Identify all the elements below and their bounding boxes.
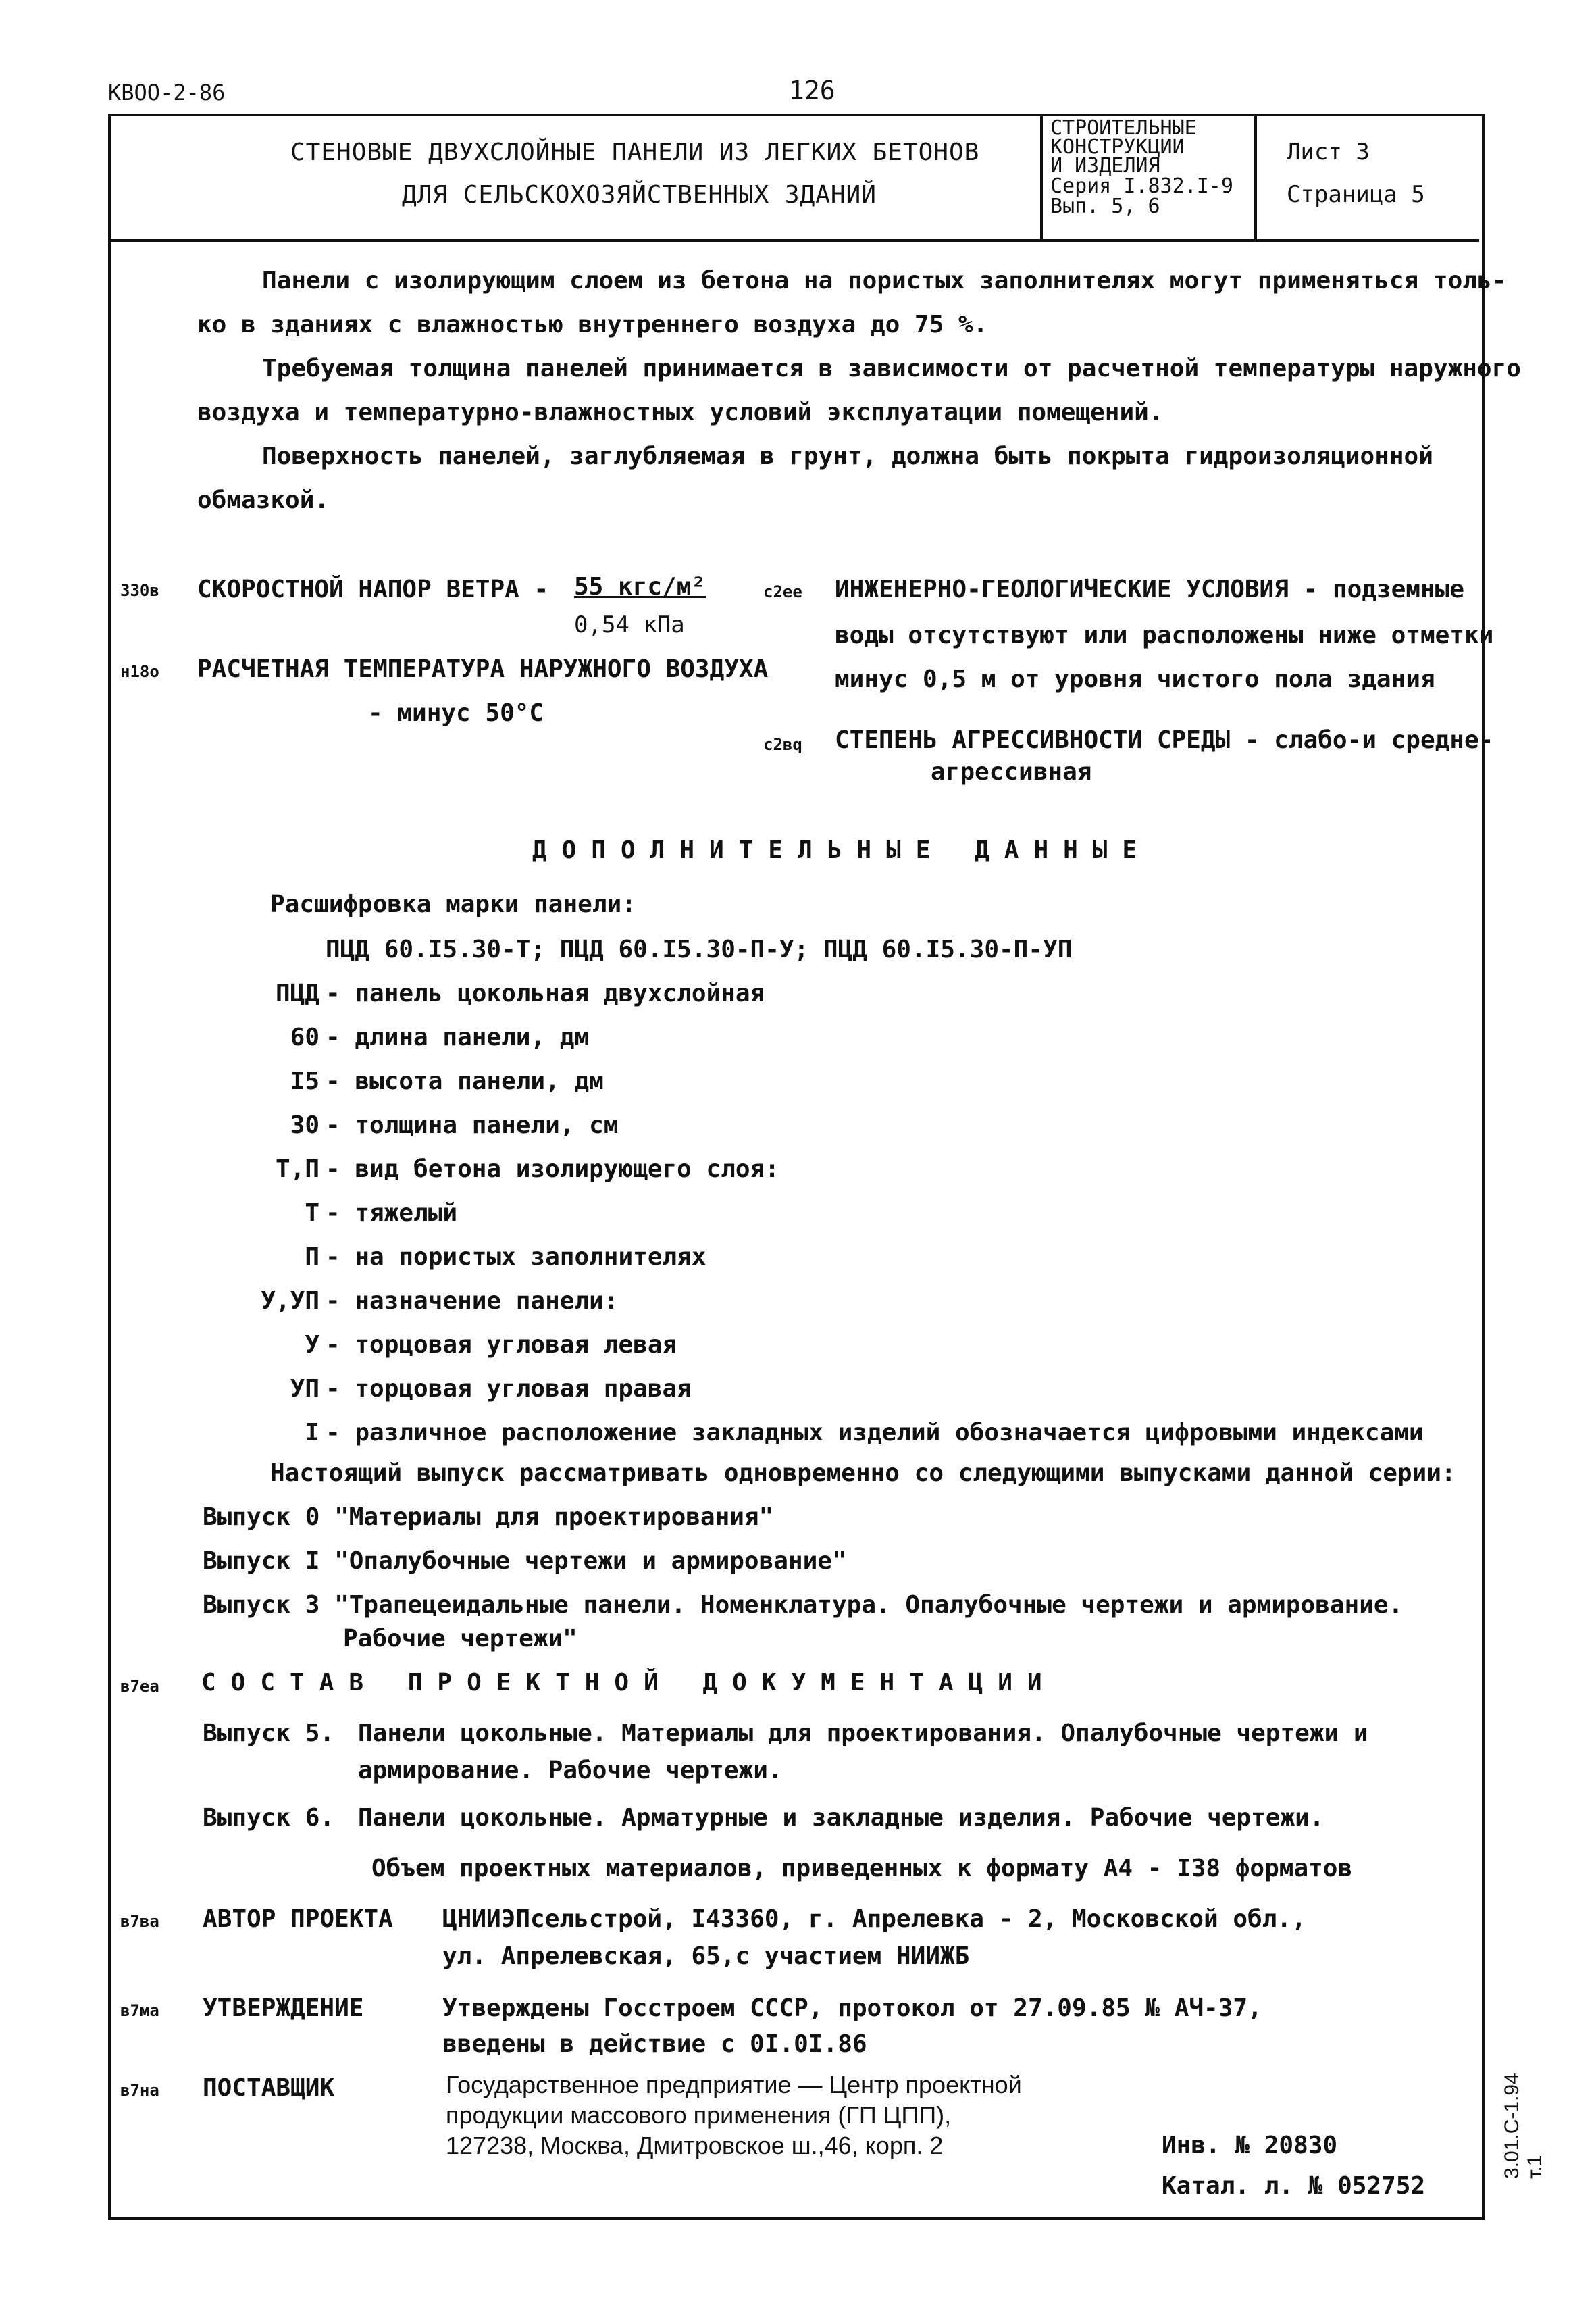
geo-conditions: минус 0,5 м от уровня чистого пола здания bbox=[835, 665, 1435, 693]
inventory-number: Инв. № 20830 bbox=[1162, 2132, 1338, 2159]
decode-value: - различное расположение закладных изделий обозначается цифровыми индексами bbox=[326, 1419, 1424, 1447]
title-block-divider bbox=[1254, 114, 1257, 239]
corner-code: KBOO-2-86 bbox=[108, 80, 226, 105]
approval-text: введены в действие с 0I.0I.86 bbox=[442, 2030, 867, 2058]
related-issue: Выпуск I "Опалубочные чертежи и армирование" bbox=[203, 1547, 847, 1575]
intro-paragraph: обмазкой. bbox=[197, 486, 330, 514]
decode-value: - тяжелый bbox=[326, 1199, 458, 1227]
supplier-label: ПОСТАВЩИК bbox=[203, 2074, 335, 2102]
decode-key: У bbox=[305, 1331, 319, 1359]
side-stamp: 3.01.С-1.94 т.1 bbox=[1501, 2073, 1546, 2179]
related-issue: Выпуск 0 "Материалы для проектирования" bbox=[203, 1503, 774, 1531]
document-title-line2: ДЛЯ СЕЛЬСКОХОЗЯЙСТВЕННЫХ ЗДАНИЙ bbox=[402, 181, 877, 209]
decode-key: П bbox=[305, 1243, 319, 1271]
category-line1: СТРОИТЕЛЬНЫЕ bbox=[1050, 116, 1197, 140]
section-heading-additional: ДОПОЛНИТЕЛЬНЫЕ ДАННЫЕ bbox=[532, 836, 1152, 864]
decode-key: I5 bbox=[290, 1067, 319, 1095]
wind-value-kpa: 0,54 кПа bbox=[574, 611, 685, 638]
series-number: Серия I.832.I-9 bbox=[1050, 174, 1233, 198]
sheet-number: Лист 3 bbox=[1287, 139, 1370, 166]
decode-value: - длина панели, дм bbox=[326, 1024, 590, 1051]
geo-code: с2ее bbox=[763, 582, 802, 601]
intro-paragraph: Панели с изолирующим слоем из бетона на пористых заполнителях могут применяться толь- bbox=[262, 267, 1507, 295]
geo-conditions: ИНЖЕНЕРНО-ГЕОЛОГИЧЕСКИЕ УСЛОВИЯ - подземные bbox=[835, 576, 1464, 603]
decode-key: Т,П bbox=[275, 1155, 319, 1183]
intro-paragraph: воздуха и температурно-влажностных условий эксплуатации помещений. bbox=[197, 399, 1164, 426]
composition-code: в7еа bbox=[120, 1677, 159, 1696]
issue6-label: Выпуск 6. bbox=[203, 1804, 335, 1832]
issue6-text: Панели цокольные. Арматурные и закладные изделия. Рабочие чертежи. bbox=[358, 1804, 1324, 1832]
aggressiveness: агрессивная bbox=[931, 758, 1092, 786]
wind-label: СКОРОСТНОЙ НАПОР ВЕТРА - bbox=[197, 576, 549, 603]
title-block bbox=[108, 114, 1479, 242]
decode-value: - вид бетона изолирующего слоя: bbox=[326, 1155, 779, 1183]
author-text: ЦНИИЭПсельстрой, I43360, г. Апрелевка - 2, Московской обл., bbox=[442, 1905, 1306, 1933]
approval-code: в7ма bbox=[120, 2001, 159, 2020]
volume-note: Объем проектных материалов, приведенных к формату А4 - I38 форматов bbox=[371, 1855, 1353, 1882]
author-label: АВТОР ПРОЕКТА bbox=[203, 1905, 393, 1933]
category-line3: И ИЗДЕЛИЯ bbox=[1050, 154, 1160, 178]
page-label: Страница 5 bbox=[1287, 181, 1425, 208]
panel-marks: ПЦД 60.I5.30-Т; ПЦД 60.I5.30-П-У; ПЦД 60.I5.30-П-УП bbox=[326, 936, 1073, 963]
section-heading-composition: СОСТАВ ПРОЕКТНОЙ ДОКУМЕНТАЦИИ bbox=[201, 1669, 1057, 1696]
decode-key: ПЦД bbox=[275, 980, 319, 1007]
related-issue: Рабочие чертежи" bbox=[343, 1625, 577, 1653]
decode-value: - торцовая угловая правая bbox=[326, 1375, 692, 1403]
page-number: 126 bbox=[789, 76, 835, 105]
author-text: ул. Апрелевская, 65,с участием НИИЖБ bbox=[442, 1942, 970, 1970]
decode-key: I bbox=[305, 1419, 319, 1447]
author-code: в7ва bbox=[120, 1912, 159, 1931]
decode-key: УП bbox=[290, 1375, 319, 1403]
intro-paragraph: ко в зданиях с влажностью внутреннего воздуха до 75 %. bbox=[197, 311, 988, 338]
decode-value: - панель цокольная двухслойная bbox=[326, 980, 765, 1007]
decode-value: - на пористых заполнителях bbox=[326, 1243, 706, 1271]
approval-label: УТВЕРЖДЕНИЕ bbox=[203, 1994, 364, 2022]
document-title-line1: СТЕНОВЫЕ ДВУХСЛОЙНЫЕ ПАНЕЛИ ИЗ ЛЕГКИХ БЕТОНОВ bbox=[290, 139, 980, 166]
decode-value: - торцовая угловая левая bbox=[326, 1331, 677, 1359]
decode-key: 60 bbox=[290, 1024, 319, 1051]
decode-value: - толщина панели, см bbox=[326, 1111, 619, 1139]
aggr-code: с2вq bbox=[763, 735, 802, 754]
decode-key: 30 bbox=[290, 1111, 319, 1139]
decode-title: Расшифровка марки панели: bbox=[270, 890, 636, 918]
decode-key: Т bbox=[305, 1199, 319, 1227]
category-line2: КОНСТРУКЦИИ bbox=[1050, 135, 1185, 159]
intro-paragraph: Поверхность панелей, заглубляемая в грунт, должна быть покрыта гидроизоляционной bbox=[262, 443, 1433, 470]
decode-value: - высота панели, дм bbox=[326, 1067, 604, 1095]
approval-text: Утверждены Госстроем СССР, протокол от 27.09.85 № АЧ-37, bbox=[442, 1994, 1262, 2022]
issue5-text: армирование. Рабочие чертежи. bbox=[358, 1757, 783, 1784]
intro-paragraph: Требуемая толщина панелей принимается в зависимости от расчетной температуры наружного bbox=[262, 355, 1521, 382]
decode-value: - назначение панели: bbox=[326, 1287, 619, 1315]
issue5-label: Выпуск 5. bbox=[203, 1719, 335, 1747]
related-issue: Выпуск 3 "Трапецеидальные панели. Номенклатура. Опалубочные чертежи и армирование. bbox=[203, 1591, 1404, 1619]
aggressiveness: СТЕПЕНЬ АГРЕССИВНОСТИ СРЕДЫ - слабо-и средне- bbox=[835, 726, 1494, 754]
title-block-divider bbox=[1040, 114, 1043, 239]
catalog-number: Катал. л. № 052752 bbox=[1162, 2172, 1426, 2200]
wind-value: 55 кгс/м² bbox=[574, 573, 706, 601]
supplier-text: продукции массового применения (ГП ЦПП), bbox=[446, 2101, 952, 2129]
concurrent-issues-note: Настоящий выпуск рассматривать одновременно со следующими выпусками данной серии: bbox=[270, 1459, 1456, 1487]
supplier-text: Государственное предприятие — Центр проектной bbox=[446, 2071, 1022, 2098]
supplier-text: 127238, Москва, Дмитровское ш.,46, корп. 2 bbox=[446, 2132, 944, 2159]
geo-conditions: воды отсутствуют или расположены ниже отметки bbox=[835, 622, 1494, 649]
supplier-code: в7на bbox=[120, 2081, 159, 2100]
issue-number: Вып. 5, 6 bbox=[1050, 195, 1160, 218]
wind-code: 330в bbox=[120, 581, 159, 600]
temp-value: - минус 50°С bbox=[368, 699, 544, 727]
temp-code: н18о bbox=[120, 662, 159, 681]
issue5-text: Панели цокольные. Материалы для проектирования. Опалубочные чертежи и bbox=[358, 1719, 1368, 1747]
decode-key: У,УП bbox=[261, 1287, 319, 1315]
temp-label: РАСЧЕТНАЯ ТЕМПЕРАТУРА НАРУЖНОГО ВОЗДУХА bbox=[197, 655, 769, 683]
